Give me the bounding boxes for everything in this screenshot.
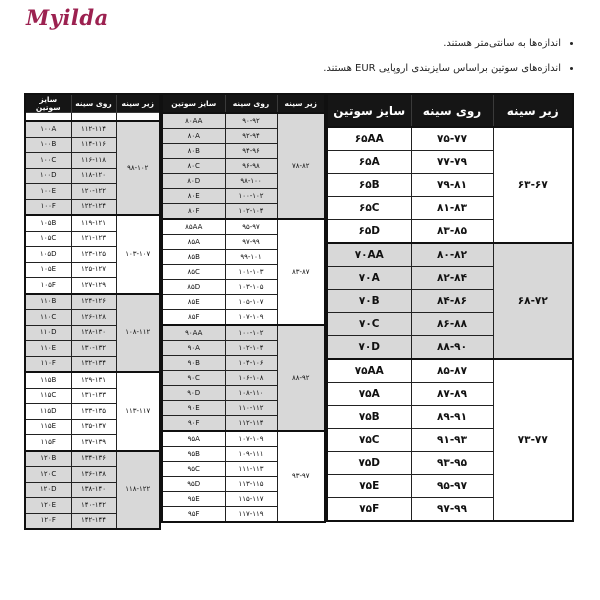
overbust-range-cell: ۸۳-۸۵ — [411, 220, 493, 244]
overbust-range-cell: ۸۲-۸۴ — [411, 267, 493, 290]
bra-size-cell: ۸۵C — [162, 265, 225, 280]
bra-size-cell: ۶۵D — [327, 220, 411, 244]
size-chart — [30, 93, 574, 530]
overbust-range-cell: ۱۴۲-۱۴۴ — [71, 513, 116, 529]
overbust-range-cell: ۱۳۲-۱۳۴ — [71, 356, 116, 372]
overbust-range-cell: ۱۰۵-۱۰۷ — [225, 295, 277, 310]
bra-size-cell: ۹۵C — [162, 462, 225, 477]
overbust-range-cell: ۱۲۲-۱۲۴ — [71, 199, 116, 215]
bra-size-cell: ۱۰۵D — [25, 247, 71, 263]
column-header-size: سایز سوتین — [327, 94, 411, 127]
overbust-range-cell: ۱۳۷-۱۳۹ — [71, 435, 116, 451]
bra-size-cell: ۹۰C — [162, 371, 225, 386]
bra-size-cell: ۱۰۵B — [25, 215, 71, 231]
bra-size-cell: ۷۰D — [327, 336, 411, 360]
bra-size-cell: ۸۰F — [162, 204, 225, 220]
bra-size-cell: ۱۰۰C — [25, 153, 71, 169]
overbust-range-cell: ۹۵-۹۷ — [411, 475, 493, 498]
bra-size-cell: ۱۲۰D — [25, 482, 71, 498]
bra-size-cell: ۸۰D — [162, 174, 225, 189]
column-header-under: زیر سینه — [116, 94, 160, 113]
bra-size-cell: ۱۰۰B — [25, 137, 71, 153]
overbust-range-cell: ۹۶-۹۸ — [225, 159, 277, 174]
underbust-range-cell: ۶۳-۶۷ — [493, 127, 573, 243]
size-row — [25, 294, 160, 310]
bra-size-cell: ۱۱۰C — [25, 310, 71, 326]
bra-size-cell: ۹۰B — [162, 356, 225, 371]
bra-size-cell: ۱۱۰F — [25, 356, 71, 372]
overbust-range-cell: ۱۱۵-۱۱۷ — [225, 492, 277, 507]
bra-size-cell: ۱۰۰E — [25, 184, 71, 200]
bra-size-cell: ۱۱۵C — [25, 388, 71, 404]
bra-size-cell: ۱۱۰E — [25, 341, 71, 357]
overbust-range-cell: ۱۲۴-۱۲۶ — [71, 294, 116, 310]
overbust-range-cell: ۹۹-۱۰۱ — [225, 250, 277, 265]
overbust-range-cell: ۱۳۵-۱۳۷ — [71, 419, 116, 435]
bra-size-cell: ۱۱۰B — [25, 294, 71, 310]
overbust-range-cell: ۱۰۰-۱۰۲ — [225, 325, 277, 341]
overbust-range-cell: ۱۳۴-۱۳۶ — [71, 451, 116, 467]
empty-cell — [25, 113, 71, 122]
bra-size-cell: ۹۵B — [162, 447, 225, 462]
overbust-range-cell: ۸۷-۸۹ — [411, 383, 493, 406]
size-row — [25, 121, 160, 137]
bra-size-cell: ۱۰۰D — [25, 168, 71, 184]
overbust-range-cell: ۸۱-۸۳ — [411, 197, 493, 220]
bra-size-cell: ۱۲۰C — [25, 467, 71, 483]
note-units: • اندازه‌ها به سانتی‌متر هستند. — [323, 38, 561, 51]
overbust-range-cell: ۸۵-۸۷ — [411, 359, 493, 383]
overbust-range-cell: ۱۱۰-۱۱۲ — [225, 401, 277, 416]
bra-size-cell: ۷۵E — [327, 475, 411, 498]
overbust-range-cell: ۱۱۹-۱۲۱ — [71, 215, 116, 231]
overbust-range-cell: ۱۱۲-۱۱۴ — [71, 121, 116, 137]
overbust-range-cell: ۱۰۲-۱۰۴ — [225, 341, 277, 356]
bra-size-cell: ۱۱۰D — [25, 325, 71, 341]
empty-cell — [116, 113, 160, 122]
overbust-range-cell: ۱۰۴-۱۰۶ — [225, 356, 277, 371]
bra-size-cell: ۹۵E — [162, 492, 225, 507]
bra-size-cell: ۸۰B — [162, 144, 225, 159]
overbust-range-cell: ۱۲۰-۱۲۲ — [71, 184, 116, 200]
bra-size-cell: ۷۰A — [327, 267, 411, 290]
bra-size-cell: ۹۰D — [162, 386, 225, 401]
overbust-range-cell: ۹۷-۹۹ — [411, 498, 493, 522]
underbust-range-cell: ۱۱۸-۱۲۲ — [116, 451, 160, 530]
overbust-range-cell: ۱۳۰-۱۳۲ — [71, 341, 116, 357]
overbust-range-cell: ۱۲۹-۱۳۱ — [71, 372, 116, 388]
overbust-range-cell: ۱۰۷-۱۰۹ — [225, 431, 277, 447]
bra-size-cell: ۸۵AA — [162, 219, 225, 235]
overbust-range-cell: ۱۲۷-۱۲۹ — [71, 278, 116, 294]
bra-size-cell: ۷۵AA — [327, 359, 411, 383]
bra-size-cell: ۱۲۰F — [25, 513, 71, 529]
overbust-range-cell: ۱۳۸-۱۴۰ — [71, 482, 116, 498]
overbust-range-cell: ۱۴۰-۱۴۲ — [71, 498, 116, 514]
bra-size-cell: ۱۱۵E — [25, 419, 71, 435]
overbust-range-cell: ۷۷-۷۹ — [411, 151, 493, 174]
column-header-size: سایز سوتین — [25, 94, 71, 113]
underbust-range-cell: ۹۸-۱۰۲ — [116, 121, 160, 215]
overbust-range-cell: ۱۲۸-۱۳۰ — [71, 325, 116, 341]
overbust-range-cell: ۹۲-۹۴ — [225, 129, 277, 144]
overbust-range-cell: ۱۱۸-۱۲۰ — [71, 168, 116, 184]
bra-size-cell: ۷۵D — [327, 452, 411, 475]
bra-size-cell: ۱۰۰F — [25, 199, 71, 215]
bra-size-cell: ۱۰۵E — [25, 262, 71, 278]
size-row — [162, 219, 325, 235]
overbust-range-cell: ۹۴-۹۶ — [225, 144, 277, 159]
bra-size-cell: ۹۰E — [162, 401, 225, 416]
bra-size-cell: ۶۵AA — [327, 127, 411, 151]
bra-size-cell: ۸۰A — [162, 129, 225, 144]
overbust-range-cell: ۱۱۳-۱۱۵ — [225, 477, 277, 492]
overbust-range-cell: ۸۶-۸۸ — [411, 313, 493, 336]
bra-size-cell: ۸۰C — [162, 159, 225, 174]
overbust-range-cell: ۱۰۳-۱۰۵ — [225, 280, 277, 295]
column-header-over: روی سینه — [411, 94, 493, 127]
empty-cell — [71, 113, 116, 122]
column-header-over: روی سینه — [225, 94, 277, 113]
bra-size-cell: ۱۰۵C — [25, 231, 71, 247]
overbust-range-cell: ۱۳۱-۱۳۳ — [71, 388, 116, 404]
size-row — [327, 243, 573, 267]
overbust-range-cell: ۹۸-۱۰۰ — [225, 174, 277, 189]
underbust-range-cell: ۷۸-۸۲ — [277, 113, 325, 219]
underbust-range-cell: ۱۰۸-۱۱۲ — [116, 294, 160, 373]
bra-size-cell: ۹۰A — [162, 341, 225, 356]
overbust-range-cell: ۹۳-۹۵ — [411, 452, 493, 475]
overbust-range-cell: ۱۲۶-۱۲۸ — [71, 310, 116, 326]
bra-size-cell: ۶۵B — [327, 174, 411, 197]
overbust-range-cell: ۱۳۶-۱۳۸ — [71, 467, 116, 483]
bra-size-cell: ۹۵F — [162, 507, 225, 523]
size-row — [327, 359, 573, 383]
overbust-range-cell: ۱۲۵-۱۲۷ — [71, 262, 116, 278]
bra-size-cell: ۷۰C — [327, 313, 411, 336]
column-header-under: زیر سینه — [493, 94, 573, 127]
overbust-range-cell: ۹۱-۹۳ — [411, 429, 493, 452]
bra-size-cell: ۹۰AA — [162, 325, 225, 341]
overbust-range-cell: ۹۵-۹۷ — [225, 219, 277, 235]
underbust-range-cell: ۱۰۳-۱۰۷ — [116, 215, 160, 294]
bra-size-cell: ۱۲۰B — [25, 451, 71, 467]
bra-size-cell: ۹۰F — [162, 416, 225, 432]
overbust-range-cell: ۱۰۰-۱۰۲ — [225, 189, 277, 204]
overbust-range-cell: ۱۳۳-۱۳۵ — [71, 404, 116, 420]
underbust-range-cell: ۷۳-۷۷ — [493, 359, 573, 521]
overbust-range-cell: ۱۱۴-۱۱۶ — [71, 137, 116, 153]
overbust-range-cell: ۱۰۱-۱۰۳ — [225, 265, 277, 280]
size-row — [25, 215, 160, 231]
overbust-range-cell: ۸۸-۹۰ — [411, 336, 493, 360]
size-row — [327, 127, 573, 151]
overbust-range-cell: ۱۱۱-۱۱۳ — [225, 462, 277, 477]
bra-size-cell: ۱۲۰E — [25, 498, 71, 514]
size-row — [25, 372, 160, 388]
underbust-range-cell: ۹۳-۹۷ — [277, 431, 325, 522]
bra-size-cell: ۸۵B — [162, 250, 225, 265]
notes-list — [323, 38, 576, 87]
overbust-range-cell: ۷۹-۸۱ — [411, 174, 493, 197]
bra-size-cell: ۱۱۵B — [25, 372, 71, 388]
overbust-range-cell: ۱۲۳-۱۲۵ — [71, 247, 116, 263]
empty-row — [25, 113, 160, 122]
size-table-bands-80-95 — [161, 93, 326, 523]
bra-size-cell: ۷۵C — [327, 429, 411, 452]
column-header-over: روی سینه — [71, 94, 116, 113]
bra-size-cell: ۸۵E — [162, 295, 225, 310]
note-eur-sizing: • اندازه‌های سوتین براساس سایزبندی اروپایی EUR هستند. — [323, 63, 561, 76]
overbust-range-cell: ۱۰۸-۱۱۰ — [225, 386, 277, 401]
underbust-range-cell: ۸۳-۸۷ — [277, 219, 325, 325]
underbust-range-cell: ۸۸-۹۲ — [277, 325, 325, 431]
bra-size-cell: ۸۰E — [162, 189, 225, 204]
size-row — [162, 431, 325, 447]
overbust-range-cell: ۱۰۹-۱۱۱ — [225, 447, 277, 462]
bra-size-cell: ۸۰AA — [162, 113, 225, 129]
overbust-range-cell: ۹۷-۹۹ — [225, 235, 277, 250]
bra-size-cell: ۷۰AA — [327, 243, 411, 267]
size-row — [162, 325, 325, 341]
overbust-range-cell: ۱۰۲-۱۰۴ — [225, 204, 277, 220]
overbust-range-cell: ۱۲۱-۱۲۳ — [71, 231, 116, 247]
overbust-range-cell: ۸۹-۹۱ — [411, 406, 493, 429]
bra-size-cell: ۹۵A — [162, 431, 225, 447]
overbust-range-cell: ۸۰-۸۲ — [411, 243, 493, 267]
size-table-bands-65-75 — [326, 93, 574, 522]
overbust-range-cell: ۱۰۷-۱۰۹ — [225, 310, 277, 326]
bra-size-cell: ۷۵A — [327, 383, 411, 406]
bra-size-cell: ۱۰۵F — [25, 278, 71, 294]
bra-size-cell: ۷۵F — [327, 498, 411, 522]
overbust-range-cell: ۱۱۷-۱۱۹ — [225, 507, 277, 523]
bra-size-cell: ۱۱۵D — [25, 404, 71, 420]
bra-size-cell: ۱۱۵F — [25, 435, 71, 451]
underbust-range-cell: ۶۸-۷۲ — [493, 243, 573, 359]
size-row — [162, 113, 325, 129]
overbust-range-cell: ۱۰۶-۱۰۸ — [225, 371, 277, 386]
overbust-range-cell: ۱۱۲-۱۱۴ — [225, 416, 277, 432]
bra-size-cell: ۶۵A — [327, 151, 411, 174]
column-header-size: سایز سوتین — [162, 94, 225, 113]
bra-size-cell: ۶۵C — [327, 197, 411, 220]
bra-size-cell: ۱۰۰A — [25, 121, 71, 137]
brand-logo: Myilda — [26, 5, 109, 30]
bra-size-cell: ۸۵F — [162, 310, 225, 326]
underbust-range-cell: ۱۱۳-۱۱۷ — [116, 372, 160, 451]
bra-size-cell: ۷۵B — [327, 406, 411, 429]
overbust-range-cell: ۷۵-۷۷ — [411, 127, 493, 151]
bra-size-cell: ۸۵D — [162, 280, 225, 295]
column-header-under: زیر سینه — [277, 94, 325, 113]
overbust-range-cell: ۹۰-۹۲ — [225, 113, 277, 129]
size-table-bands-100-120 — [24, 93, 161, 530]
overbust-range-cell: ۱۱۶-۱۱۸ — [71, 153, 116, 169]
size-row — [25, 451, 160, 467]
overbust-range-cell: ۸۴-۸۶ — [411, 290, 493, 313]
bra-size-cell: ۹۵D — [162, 477, 225, 492]
bra-size-cell: ۷۰B — [327, 290, 411, 313]
bra-size-cell: ۸۵A — [162, 235, 225, 250]
